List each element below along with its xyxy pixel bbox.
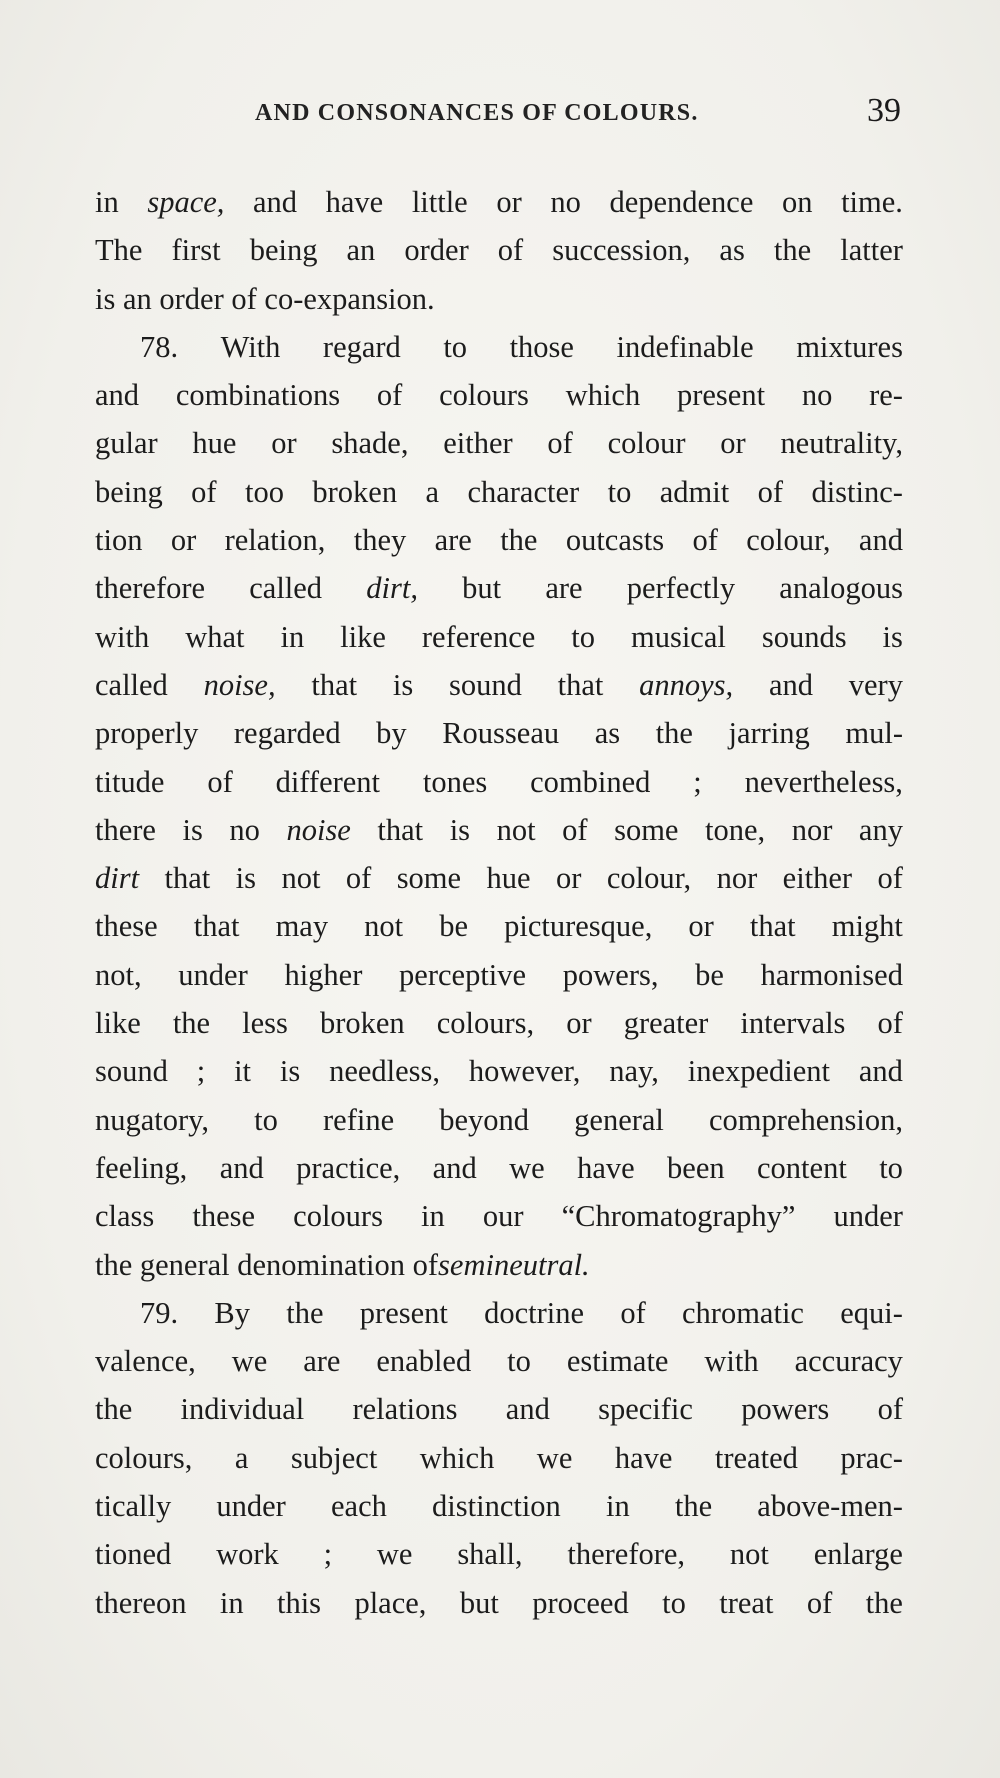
word: be [439, 909, 469, 944]
text-line [95, 1385, 903, 1433]
word: of [547, 426, 573, 461]
word: sound [95, 1054, 168, 1089]
word: and [95, 378, 140, 413]
word: some [614, 812, 679, 847]
word: and [858, 523, 903, 558]
word: each [331, 1489, 387, 1524]
word: of [877, 1006, 903, 1041]
word: and [858, 1054, 903, 1089]
word: subject [290, 1440, 378, 1475]
word: class [95, 1199, 155, 1234]
word: titude [95, 764, 165, 799]
word: an [346, 233, 376, 268]
word: these [192, 1199, 256, 1234]
word: tion [95, 523, 143, 558]
word: regarded [233, 716, 341, 751]
word: place, [354, 1585, 427, 1620]
word: that [749, 909, 796, 944]
word: of [692, 523, 718, 558]
word: estimate [566, 1344, 669, 1379]
word: that [377, 812, 424, 847]
word: of [806, 1585, 833, 1620]
word: called [95, 667, 168, 702]
text-line [95, 1579, 903, 1627]
italic-word: dirt, [366, 571, 418, 606]
running-head [95, 92, 905, 136]
word: re- [869, 378, 903, 413]
word: mixtures [796, 329, 903, 364]
text-line [95, 1144, 903, 1192]
word: succession, [552, 233, 691, 268]
word: is [95, 281, 116, 316]
word: are [434, 523, 472, 558]
word: “Chromatography” [561, 1199, 796, 1234]
word: needless, [329, 1054, 441, 1089]
word: relation, [224, 523, 326, 558]
word: thereon [95, 1585, 187, 1620]
word: might [831, 909, 903, 944]
word: nugatory, [95, 1102, 210, 1137]
word: greater [623, 1006, 709, 1041]
word: properly [95, 716, 199, 751]
word: By [214, 1295, 250, 1330]
word: different [275, 764, 381, 799]
word: being [95, 474, 163, 509]
word: to [662, 1585, 686, 1620]
word: musical [630, 619, 726, 654]
word: ; [196, 1054, 206, 1089]
word: powers [741, 1392, 830, 1427]
word: hue [192, 426, 237, 461]
word: called [249, 571, 323, 606]
word: hue [486, 861, 531, 896]
word: of [562, 812, 588, 847]
word: comprehension, [709, 1102, 903, 1137]
text-line [95, 419, 903, 467]
text-line [95, 1047, 903, 1095]
word: this [276, 1585, 322, 1620]
word: and [219, 1150, 264, 1185]
word: an [122, 281, 152, 316]
word: 79. [140, 1295, 179, 1330]
word: present [359, 1295, 448, 1330]
word: admit [659, 474, 730, 509]
word: treated [714, 1440, 798, 1475]
word: colours [439, 378, 529, 413]
word: those [509, 329, 574, 364]
text-line [95, 1482, 903, 1530]
word: is [449, 812, 471, 847]
word: general [574, 1102, 664, 1137]
word: therefore [95, 571, 206, 606]
word: the [773, 233, 812, 268]
word: denomination [237, 1247, 405, 1282]
body-text [95, 178, 903, 1627]
word: the [674, 1489, 713, 1524]
word: have [325, 185, 384, 219]
text-line [95, 371, 903, 419]
word: is [392, 667, 414, 702]
text-line [95, 516, 903, 564]
word: or [566, 1006, 592, 1041]
word: latter [840, 233, 903, 268]
text-line [95, 178, 903, 226]
italic-word: annoys, [639, 667, 734, 702]
text-line [95, 1530, 903, 1578]
word: be [695, 957, 724, 992]
word: the [500, 523, 538, 558]
word: but [462, 571, 502, 606]
word: a [425, 474, 440, 509]
word: of [345, 861, 372, 896]
word: or [688, 909, 714, 944]
word: tically [95, 1489, 172, 1524]
word: proceed [532, 1585, 629, 1620]
word: nor [791, 812, 833, 847]
word: as [719, 233, 745, 268]
text-line [95, 999, 903, 1047]
word: of [207, 764, 233, 799]
word: chromatic [682, 1295, 804, 1330]
word: regard [322, 329, 401, 364]
word: perceptive [399, 957, 527, 992]
word: are [303, 1344, 341, 1379]
word: in [421, 1199, 445, 1234]
word: doctrine [484, 1295, 585, 1330]
italic-word: semineutral. [438, 1247, 590, 1282]
word: dependence [609, 185, 754, 219]
word: combinations [175, 378, 341, 413]
word: colours, [436, 1006, 535, 1041]
word: that [193, 909, 240, 944]
word: beyond [439, 1102, 530, 1137]
word: is [279, 1054, 301, 1089]
word: are [545, 571, 583, 606]
word: of [620, 1295, 646, 1330]
word: prac- [840, 1440, 903, 1475]
word: not, [95, 957, 142, 992]
text-line [95, 226, 903, 274]
word: first [171, 233, 221, 268]
page-number: 39 [867, 92, 901, 129]
word: we [536, 1440, 573, 1475]
word: it [234, 1054, 252, 1089]
word: the [95, 1247, 133, 1282]
word: higher [284, 957, 363, 992]
word: content [757, 1150, 847, 1185]
word: these [95, 909, 158, 944]
word: colours, [95, 1440, 193, 1475]
word: been [667, 1150, 725, 1185]
word: they [353, 523, 407, 558]
word: or [271, 426, 297, 461]
word: little [411, 185, 468, 219]
word: like [340, 619, 386, 654]
word: accuracy [794, 1344, 903, 1379]
word: intervals [740, 1006, 846, 1041]
word: and [768, 667, 813, 702]
word: valence, [95, 1344, 196, 1379]
word: of [877, 1392, 903, 1427]
word: is [235, 861, 257, 896]
word: indefinable [616, 329, 754, 364]
word: not [729, 1537, 769, 1572]
word: order [404, 233, 469, 268]
running-title: AND CONSONANCES OF COLOURS. [255, 100, 699, 126]
word: therefore, [567, 1537, 686, 1572]
word: analogous [779, 571, 903, 606]
word: distinction [432, 1489, 561, 1524]
word: refine [323, 1102, 395, 1137]
word: tone, [705, 812, 766, 847]
word: 78. [140, 329, 179, 364]
word: nay, [609, 1054, 659, 1089]
word: Rousseau [442, 716, 560, 751]
word: no [550, 185, 581, 219]
word: the [865, 1585, 903, 1620]
word: practice, [296, 1150, 401, 1185]
word: which [565, 378, 641, 413]
word: to [507, 1344, 531, 1379]
word: that [557, 667, 604, 702]
word: shade, [331, 426, 409, 461]
word: tioned [95, 1537, 172, 1572]
word: of [757, 474, 784, 509]
word: or [170, 523, 197, 558]
text-line [95, 275, 903, 323]
word: of [497, 233, 524, 268]
text-line [95, 951, 903, 999]
word: however, [468, 1054, 581, 1089]
text-line [95, 1241, 903, 1289]
word: some [396, 861, 462, 896]
word: may [275, 909, 329, 944]
word: being [249, 233, 318, 268]
word: no [801, 378, 833, 413]
word: either [782, 861, 853, 896]
word: under [216, 1489, 286, 1524]
text-line [95, 902, 903, 950]
word: feeling, [95, 1150, 188, 1185]
word: The [95, 233, 143, 268]
text-line [95, 1337, 903, 1385]
word: the [95, 1392, 133, 1427]
word: to [879, 1150, 903, 1185]
word: in [280, 619, 305, 654]
word: character [467, 474, 580, 509]
word: no [229, 812, 260, 847]
word: colour [607, 426, 686, 461]
word: broken [319, 1006, 405, 1041]
word: outcasts [565, 523, 665, 558]
word: have [614, 1440, 673, 1475]
text-line [95, 1096, 903, 1144]
text-line [95, 1289, 903, 1337]
word: ; [693, 764, 702, 799]
text-line [95, 806, 903, 854]
word: picturesque, [504, 909, 653, 944]
word: is [882, 619, 903, 654]
word: on [781, 185, 813, 219]
word: above-men- [757, 1489, 903, 1524]
word: we [509, 1150, 545, 1185]
word: a [234, 1440, 249, 1475]
word: combined [530, 764, 651, 799]
word: reference [421, 619, 536, 654]
word: what [185, 619, 245, 654]
word: in [95, 185, 119, 219]
word: sound [448, 667, 522, 702]
text-line [95, 758, 903, 806]
word: less [242, 1006, 288, 1041]
word: relations [352, 1392, 458, 1427]
word: With [220, 329, 281, 364]
word: specific [598, 1392, 693, 1427]
word: co-expansion. [264, 281, 435, 316]
word: to [443, 329, 468, 364]
word: and [432, 1150, 477, 1185]
word: treat [719, 1585, 774, 1620]
word: the [286, 1295, 324, 1330]
word: harmonised [760, 957, 903, 992]
word: any [858, 812, 903, 847]
word: our [482, 1199, 524, 1234]
text-line [95, 323, 903, 371]
word: which [419, 1440, 495, 1475]
word: either [443, 426, 513, 461]
word: of [231, 281, 257, 316]
word: is [182, 812, 203, 847]
word: very [848, 667, 903, 702]
text-line [95, 1434, 903, 1482]
word: the [655, 716, 693, 751]
text-line [95, 564, 903, 612]
word: perfectly [626, 571, 736, 606]
word: of [376, 378, 403, 413]
word: not [281, 861, 321, 896]
word: shall, [457, 1537, 523, 1572]
word: the [172, 1006, 211, 1041]
word: but [459, 1585, 499, 1620]
word: we [376, 1537, 413, 1572]
word: order [159, 281, 224, 316]
word: tones [422, 764, 488, 799]
word: time. [841, 185, 903, 219]
word: not [496, 812, 536, 847]
word: with [95, 619, 150, 654]
word: under [178, 957, 248, 992]
word: inexpedient [687, 1054, 831, 1089]
word: gular [95, 426, 158, 461]
word: of [412, 1247, 439, 1282]
word: of [191, 474, 217, 509]
word: there [95, 812, 156, 847]
word: or [496, 185, 522, 219]
text-line [95, 468, 903, 516]
word: under [833, 1199, 903, 1234]
italic-word: noise, [203, 667, 276, 702]
word: colour, [606, 861, 692, 896]
word: have [577, 1150, 635, 1185]
word: individual [180, 1392, 305, 1427]
word: that [311, 667, 358, 702]
word: enlarge [813, 1537, 903, 1572]
word: in [605, 1489, 630, 1524]
italic-word: noise [286, 812, 351, 847]
text-line [95, 709, 903, 757]
word: we [231, 1344, 268, 1379]
word: and [505, 1392, 550, 1427]
word: of [877, 861, 903, 896]
word: nor [716, 861, 758, 896]
word: or [555, 861, 582, 896]
word: to [571, 619, 596, 654]
word: to [254, 1102, 278, 1137]
text-line [95, 613, 903, 661]
word: not [364, 909, 404, 944]
word: neutrality, [780, 426, 903, 461]
word: and [253, 185, 298, 219]
word: present [676, 378, 766, 413]
word: colours [293, 1199, 383, 1234]
word: distinc- [811, 474, 903, 509]
word: equi- [840, 1295, 903, 1330]
text-line [95, 1192, 903, 1240]
word: with [704, 1344, 759, 1379]
text-line [95, 854, 903, 902]
word: enabled [376, 1344, 472, 1379]
word: that [164, 861, 211, 896]
word: sounds [761, 619, 847, 654]
word: nevertheless, [744, 764, 903, 799]
word: work [216, 1537, 279, 1572]
word: jarring [728, 716, 810, 751]
word: in [219, 1585, 244, 1620]
word: general [139, 1247, 230, 1282]
word: to [607, 474, 632, 509]
word: too [245, 474, 284, 509]
word: mul- [845, 716, 903, 751]
word: broken [312, 474, 398, 509]
italic-word: space, [147, 185, 225, 219]
word: ; [323, 1537, 333, 1572]
text-line [95, 661, 903, 709]
word: like [95, 1006, 141, 1041]
word: or [720, 426, 746, 461]
word: as [594, 716, 621, 751]
word: colour, [746, 523, 831, 558]
italic-word: dirt [95, 861, 140, 896]
word: by [376, 716, 407, 751]
word: powers, [562, 957, 659, 992]
